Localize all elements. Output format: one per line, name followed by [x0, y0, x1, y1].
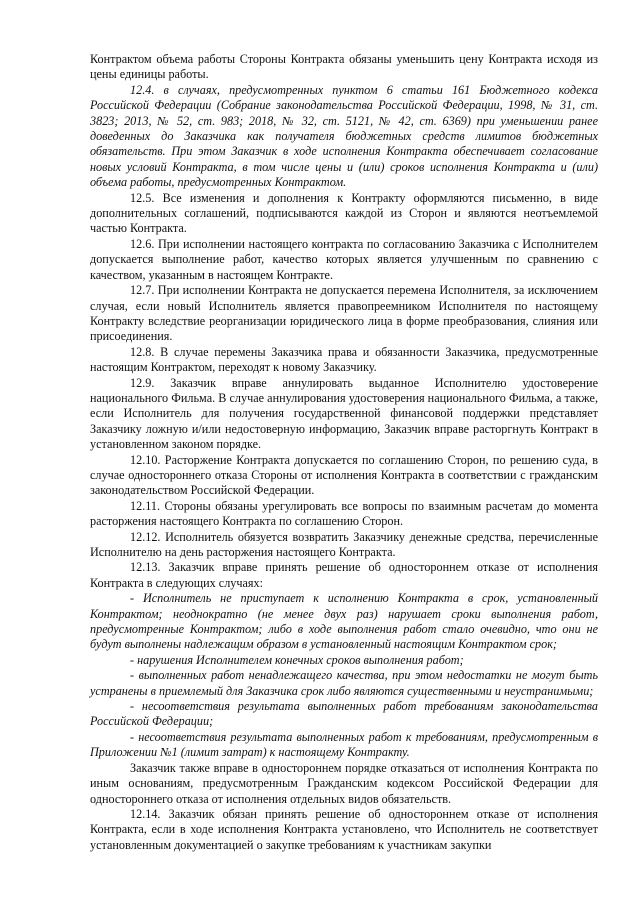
clause-12-6: 12.6. При исполнении настоящего контракта по согласованию Заказчика с Исполнителем допускается выполнение работ, качество которых является улучшенным по сравнению с качеством, указанным в настоящем Контракте. [90, 236, 598, 282]
clause-12-4: 12.4. в случаях, предусмотренных пунктом 6 статьи 161 Бюджетного кодекса Российской Федерации (Собрание законодательства Российской Федерации, 1998, № 31, ст. 3823; 2013, № 52, ст. 983; 2018, № 32, ст. 5121, № 42, ст. 6369) при уменьшении ранее доведенных до Заказчика как получателя бюджетных средств лимитов бюджетных обязательств. При этом Заказчик в ходе исполнения Контракта обеспечивает согласование новых условий Контракта, в том числе цены и (или) сроков исполнения Контракта и (или) объема работы, предусмотренных Контрактом. [90, 82, 598, 190]
paragraph-additional-grounds: Заказчик также вправе в одностороннем порядке отказаться от исполнения Контракта по иным основаниям, предусмотренным Гражданским кодексом Российской Федерации для одностороннего отказа от исполнения отдельных видов обязательств. [90, 760, 598, 806]
list-item-5: - несоответствия результата выполненных работ к требованиям, предусмотренным в Приложении №1 (лимит затрат) к настоящему Контракту. [90, 729, 598, 760]
list-item-3: - выполненных работ ненадлежащего качества, при этом недостатки не могут быть устранены в приемлемый для Заказчика срок либо являются существенными и неустранимыми; [90, 668, 598, 698]
document-body [90, 52, 598, 853]
list-item-4: - несоответствия результата выполненных работ требованиям законодательства Российской Федерации; [90, 699, 598, 729]
clause-12-8: 12.8. В случае перемены Заказчика права и обязанности Заказчика, предусмотренные настоящим Контрактом, переходят к новому Заказчику. [90, 344, 598, 375]
clause-12-9: 12.9. Заказчик вправе аннулировать выданное Исполнителю удостоверение национального Фильма. В случае аннулирования удостоверения национального Фильма, а также, если Исполнитель для получения государственной финансовой поддержки представляет Заказчику ложную и/или недостоверную информацию, Заказчик вправе расторгнуть Контракт в установленном законом порядке. [90, 375, 598, 452]
clause-12-10: 12.10. Расторжение Контракта допускается по соглашению Сторон, по решению суда, в случае одностороннего отказа Стороны от исполнения Контракта в соответствии с гражданским законодательством Российской Федерации. [90, 452, 598, 498]
clause-12-11: 12.11. Стороны обязаны урегулировать все вопросы по взаимным расчетам до момента расторжения настоящего Контракта по соглашению Сторон. [90, 498, 598, 529]
paragraph-continuation: Контрактом объема работы Стороны Контракта обязаны уменьшить цену Контракта исходя из цены единицы работы. [90, 52, 598, 82]
clause-12-7: 12.7. При исполнении Контракта не допускается перемена Исполнителя, за исключением случая, если новый Исполнитель является правопреемником Исполнителя по настоящему Контракту вследствие реорганизации юридического лица в форме преобразования, слияния или присоединения. [90, 283, 598, 344]
clause-12-12: 12.12. Исполнитель обязуется возвратить Заказчику денежные средства, перечисленные Исполнителю на день расторжения настоящего Контракта. [90, 529, 598, 559]
list-item-2: - нарушения Исполнителем конечных сроков выполнения работ; [130, 652, 464, 667]
clause-12-5: 12.5. Все изменения и дополнения к Контракту оформляются письменно, в виде дополнительных соглашений, подписываются каждой из Сторон и являются неотъемлемой частью Контракта. [90, 190, 598, 236]
clause-12-14: 12.14. Заказчик обязан принять решение об одностороннем отказе от исполнения Контракта, если в ходе исполнения Контракта установлено, что Исполнитель не соответствует установленным документацией о закупке требованиям к участникам закупки [90, 806, 598, 852]
clause-12-13: 12.13. Заказчик вправе принять решение об одностороннем отказе от исполнения Контракта в следующих случаях: [90, 560, 598, 590]
list-item-1: - Исполнитель не приступает к исполнению Контракта в срок, установленный Контрактом; неоднократно (не менее двух раз) нарушает сроки выполнения работ, предусмотренные Контрактом; либо в ходе выполнения работ стало очевидно, что они не будут выполнены надлежащим образом в установленный настоящим Контрактом срок; [90, 591, 598, 652]
